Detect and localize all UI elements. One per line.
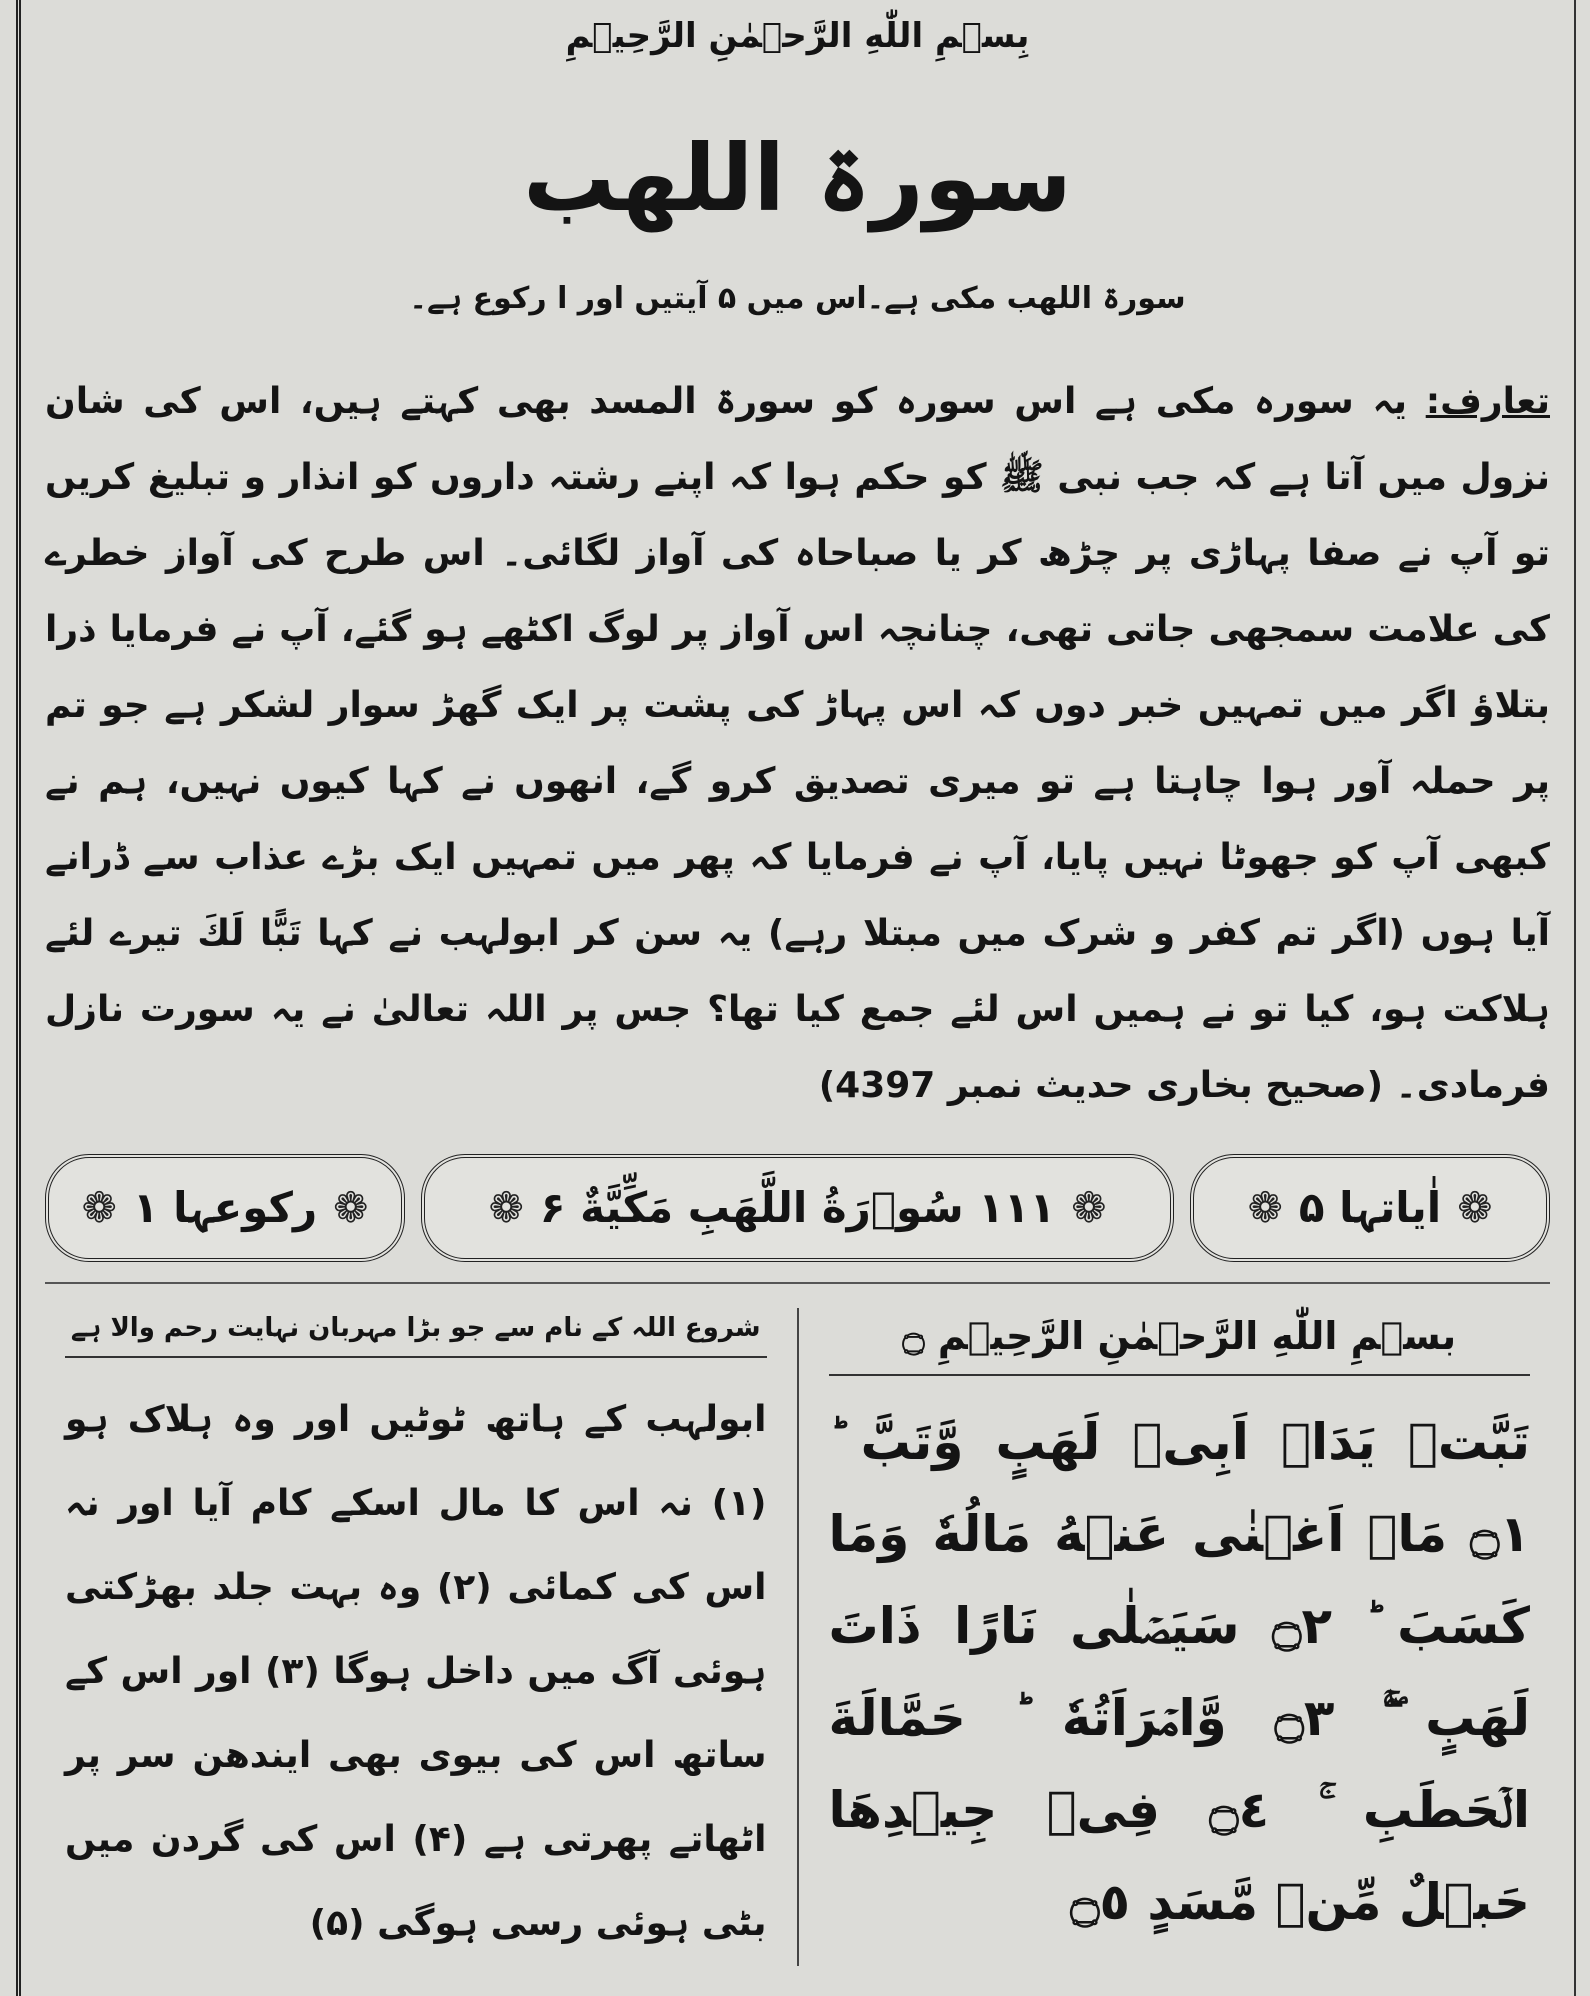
translation-text: ابولہب کے ہاتھ ٹوٹیں اور وہ ہلاک ہو (۱) نہ اس کا مال اسکے کام آیا اور نہ اس کی کمائی (۲) وہ بہت جلد بھڑکتی ہوئی آگ میں داخل ہوگا (۳) اور اس کے ساتھ اس کی بیوی بھی ایندھن سر پر اٹھاتے پھرتی ہے (۴) اس کی گردن میں بٹی ہوئی رسی ہوگی (۵) — [65, 1399, 767, 1944]
urdu-translation-column — [45, 1308, 797, 1966]
floral-ornament-icon: ❁ — [1247, 1183, 1283, 1232]
floral-ornament-icon: ❁ — [81, 1183, 117, 1232]
surah-subtitle: سورۃ اللھب مکی ہے۔اس میں ۵ آیتیں اور ا رکوع ہے۔ — [409, 281, 1186, 316]
surah-title: سورۃ اللھب — [523, 125, 1072, 232]
translation-columns — [45, 1308, 1550, 1966]
ruku-count: رکوعہا ۱ — [132, 1183, 318, 1232]
arabic-verses: تَبَّتۡ يَدَاۤ اَبِىۡ لَهَبٍ وَّتَبَّ ؕ ۝١ مَاۤ اَغۡنٰى عَنۡهُ مَالُهٗ وَمَا كَسَبَ ؕ ۝٢ سَيَصۡلٰى نَارًا ذَاتَ لَهَبٍ ۖۚ ۝٣ وَّامۡرَاَتُهٗ ؕ حَمَّالَةَ الۡحَطَبِ ۚ ۝٤ فِىۡ جِيۡدِهَا حَبۡلٌ مِّنۡ مَّسَدٍ ۝٥ — [828, 1413, 1531, 1931]
ayat-cartouche — [1190, 1154, 1550, 1262]
surah-banner-name: ۱۱۱ سُوۡرَةُ اللَّهَبِ مَكِّيَّةٌ ۶ — [539, 1183, 1056, 1232]
basmala-heading: بِسۡمِ اللّٰهِ الرَّحۡمٰنِ الرَّحِيۡمِ — [565, 16, 1030, 56]
arabic-basmala: بسۡمِ اللّٰهِ الرَّحۡمٰنِ الرَّحِيۡمِ ۝ — [829, 1308, 1531, 1376]
introduction-paragraph — [45, 364, 1550, 1124]
section-divider — [45, 1282, 1550, 1284]
floral-ornament-icon: ❁ — [1457, 1183, 1493, 1232]
floral-ornament-icon: ❁ — [1071, 1183, 1107, 1232]
introduction-text: یہ سورہ مکی ہے اس سورہ کو سورۃ المسد بھی کہتے ہیں، اس کی شان نزول میں آتا ہے کہ جب نبی ﷺ کو حکم ہوا کہ اپنے رشتہ داروں کو انذار و تبلیغ کریں تو آپ نے صفا پہاڑی پر چڑھ کر یا صباحاہ کی آواز لگائی۔ اس طرح کی آواز خطرے کی علامت سمجھی جاتی تھی، چنانچہ اس آواز پر لوگ اکٹھے ہو گئے، آپ نے فرمایا ذرا بتلاؤ اگر میں تمہیں خبر دوں کہ اس پہاڑ کی پشت پر ایک گھڑ سوار لشکر ہے جو تم پر حملہ آور ہوا چاہتا ہے تو میری تصدیق کرو گے، انھوں نے کہا کیوں نہیں، ہم نے کبھی آپ کو جھوٹا نہیں پایا، آپ نے فرمایا کہ پھر میں تمہیں ایک بڑے عذاب سے ڈرانے آیا ہوں (اگر تم کفر و شرک میں مبتلا رہے) یہ سن کر ابولہب نے کہا تَبًّا لَكَ تیرے لئے ہلاکت ہو، کیا تو نے ہمیں اس لئے جمع کیا تھا؟ جس پر اللہ تعالیٰ نے یہ سورت نازل فرمادی۔ (صحیح بخاری حدیث نمبر 4397) — [45, 381, 1550, 1106]
floral-ornament-icon: ❁ — [488, 1183, 524, 1232]
floral-ornament-icon: ❁ — [333, 1183, 369, 1232]
ruku-cartouche — [45, 1154, 405, 1262]
ayat-count: اٰیاتہا ۵ — [1298, 1183, 1442, 1232]
translation-heading: شروع اللہ کے نام سے جو بڑا مہربان نہایت رحم والا ہے — [65, 1308, 767, 1358]
surah-name-cartouche — [421, 1154, 1174, 1262]
arabic-text-column — [799, 1308, 1551, 1966]
page-border — [16, 0, 1576, 1996]
introduction-label: تعارف: — [1425, 381, 1550, 422]
surah-banner — [45, 1154, 1550, 1262]
